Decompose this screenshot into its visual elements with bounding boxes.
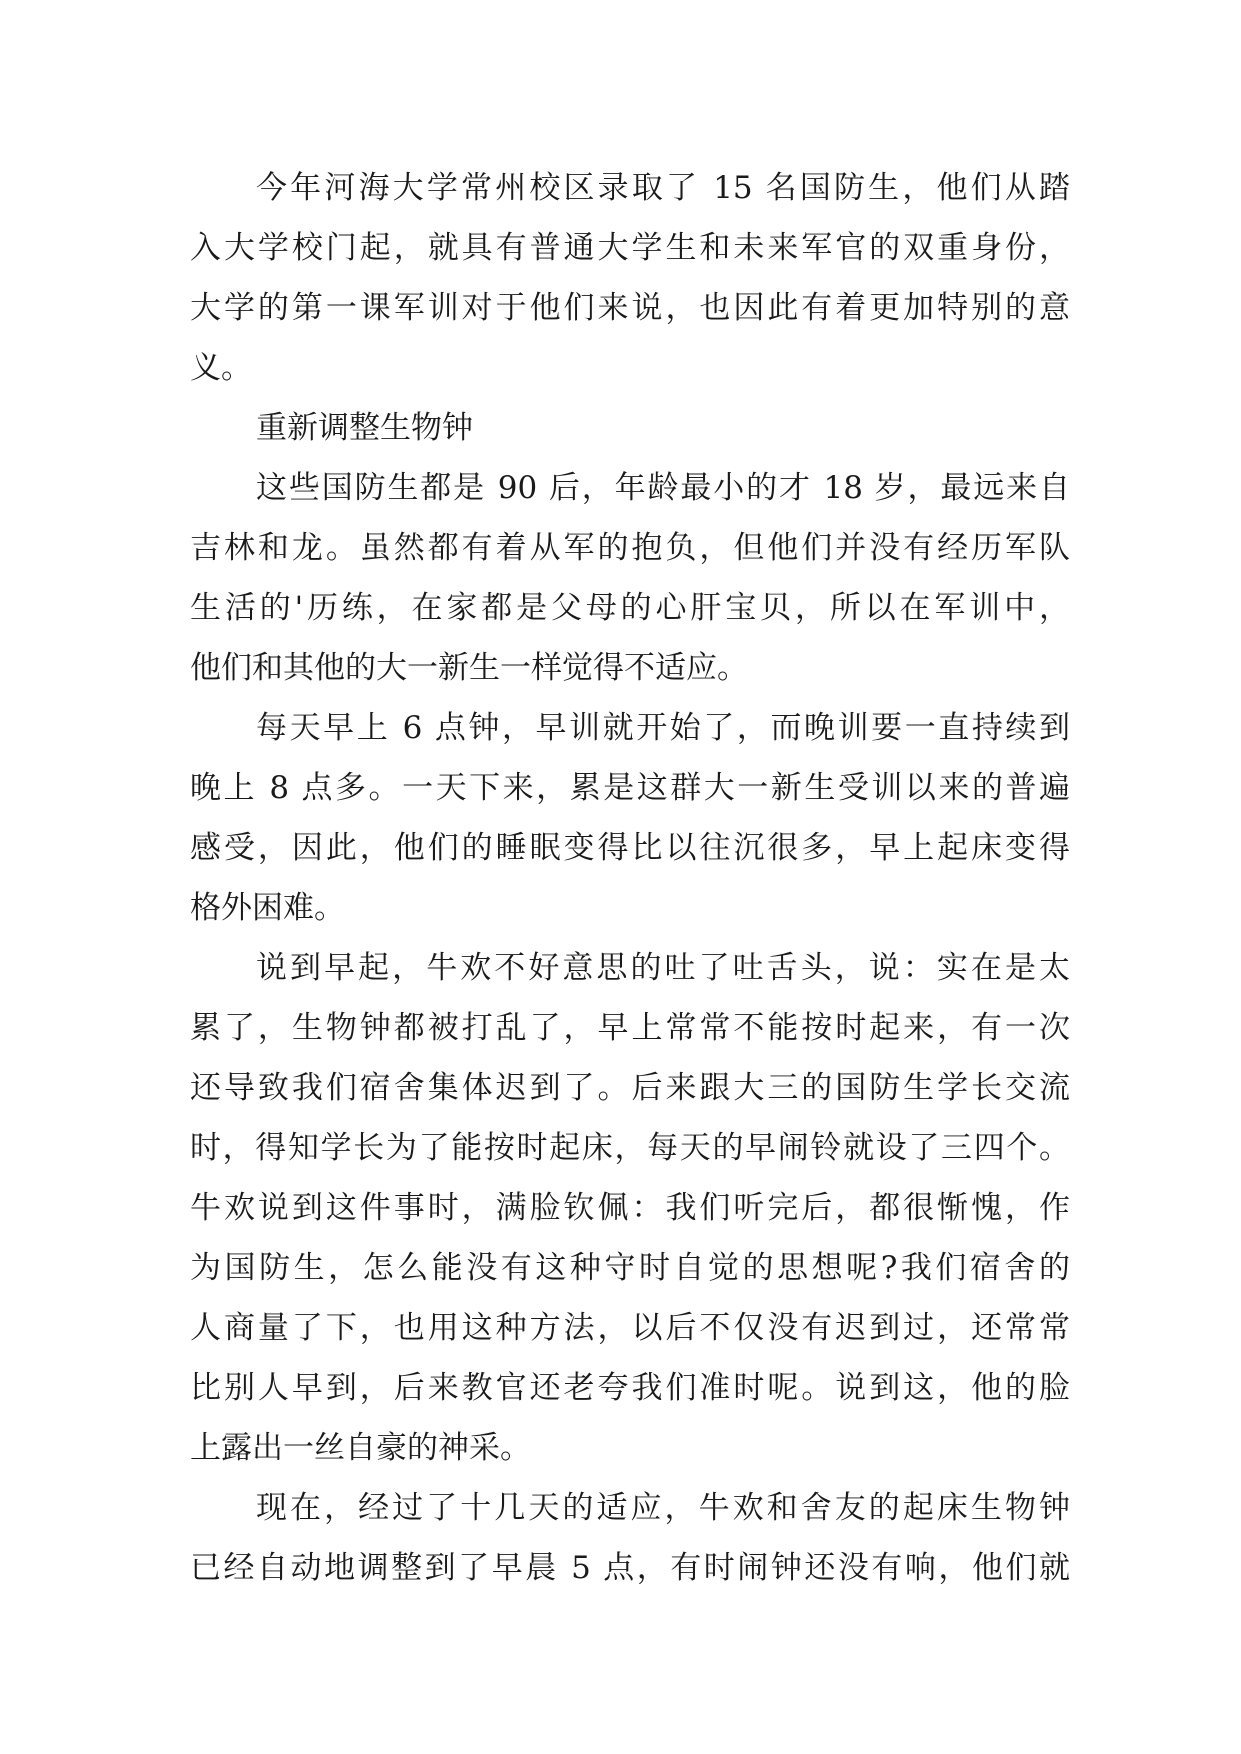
text-line: 格外困难。 (190, 890, 345, 926)
text-line: 现在，经过了十几天的适应，牛欢和舍友的起床生物钟 (256, 1490, 1070, 1526)
text-line: 晚上 8 点多。一天下来，累是这群大一新生受训以来的普遍 (190, 770, 1070, 806)
text-line: 生活的'历练，在家都是父母的心肝宝贝，所以在军训中， (190, 590, 1070, 626)
text-line: 他们和其他的大一新生一样觉得不适应。 (190, 650, 748, 686)
paragraph-intro (190, 158, 1070, 398)
text-line: 已经自动地调整到了早晨 5 点，有时闹钟还没有响，他们就 (190, 1550, 1070, 1586)
paragraph-adaptation (190, 1478, 1070, 1598)
text-line: 感受，因此，他们的睡眠变得比以往沉很多，早上起床变得 (190, 830, 1070, 866)
section-heading (190, 398, 1070, 458)
text-line: 这些国防生都是 90 后，年龄最小的才 18 岁，最远来自 (256, 470, 1070, 506)
text-line: 吉林和龙。虽然都有着从军的抱负，但他们并没有经历军队 (190, 530, 1070, 566)
text-line: 为国防生，怎么能没有这种守时自觉的思想呢?我们宿舍的 (190, 1250, 1070, 1286)
paragraph-anecdote (190, 938, 1070, 1478)
paragraph-background (190, 458, 1070, 698)
text-line: 入大学校门起，就具有普通大学生和未来军官的双重身份， (190, 230, 1070, 266)
text-line: 时，得知学长为了能按时起床，每天的早闹铃就设了三四个。 (190, 1130, 1070, 1166)
text-line: 每天早上 6 点钟，早训就开始了，而晚训要一直持续到 (256, 710, 1070, 746)
paragraph-schedule (190, 698, 1070, 938)
text-line: 人商量了下，也用这种方法，以后不仅没有迟到过，还常常 (190, 1310, 1070, 1346)
text-line: 比别人早到，后来教官还老夸我们准时呢。说到这，他的脸 (190, 1370, 1070, 1406)
document-body (190, 158, 1070, 1598)
text-line: 义。 (190, 350, 252, 386)
text-line: 大学的第一课军训对于他们来说，也因此有着更加特别的意 (190, 290, 1070, 326)
text-line: 还导致我们宿舍集体迟到了。后来跟大三的国防生学长交流 (190, 1070, 1070, 1106)
text-line: 上露出一丝自豪的神采。 (190, 1430, 531, 1466)
text-line: 累了，生物钟都被打乱了，早上常常不能按时起来，有一次 (190, 1010, 1070, 1046)
text-line: 牛欢说到这件事时，满脸钦佩：我们听完后，都很惭愧，作 (190, 1190, 1070, 1226)
text-line: 说到早起，牛欢不好意思的吐了吐舌头，说：实在是太 (256, 950, 1070, 986)
heading-text: 重新调整生物钟 (256, 410, 473, 446)
text-line: 今年河海大学常州校区录取了 15 名国防生，他们从踏 (256, 170, 1070, 206)
